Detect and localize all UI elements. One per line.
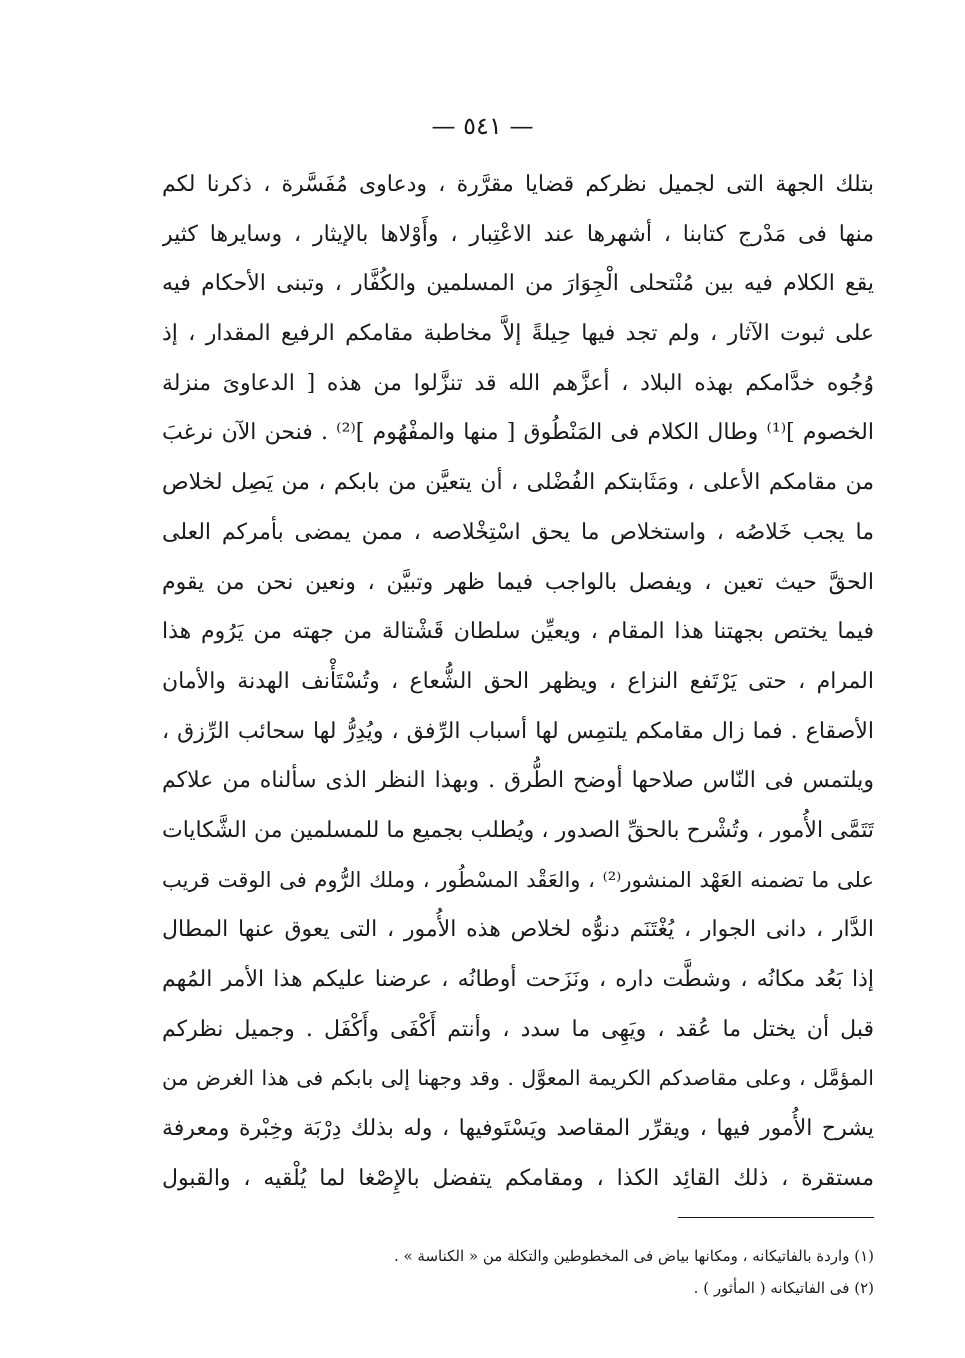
footnote-2: (٢) فى الفاتيكانه ( المأثور ) . [693,1279,874,1297]
footnote-divider [678,1217,874,1218]
text-line: الحقَّ حيث تعين ، ويفصل بالواجب فيما ظهر وتبيَّن ، ونعين نحن من يقوم [162,569,874,595]
text-line: فيما يختص بجهتنا هذا المقام ، ويعيِّن سلطان قَشْتالة من جهته من يَرُوم هذا [162,619,874,645]
text-line: ما يجب خَلاصُه ، واستخلاص ما يحق اسْتِخْلاصه ، ممن يمضى بأمركم العلى [162,519,874,545]
text-line: تَتَمَّى الأُمور ، وتُشْرح بالحقِّ الصدور ، ويُطلب بجميع ما للمسلمين من الشَّكايات [162,817,874,843]
text-line: الأصقاع . فما زال مقامكم يلتمِس لها أسباب الرِّفق ، ويُدِرُّ لها سحائب الرِّزق ، [162,718,874,744]
text-line: منها فى مَدْرج كتابنا ، أشهرها عند الاعْتِبار ، وأَوْلاها بالإيثار ، وسايرها كثير [162,221,874,247]
footnote-1: (١) واردة بالفاتيكانه ، ومكانها بياض فى المخطوطين والتكلة من « الكناسة » . [393,1247,874,1265]
text-line: على ما تضمنه العَهْد المنشور⁽²⁾ ، والعَقْد المسْطُور ، وملك الرُّوم فى الوقت قريب [162,867,874,892]
text-line: الخصوم ]⁽¹⁾ وطال الكلام فى المَنْطُوق [ منها والمفْهُوم ]⁽²⁾ . فنحن الآن نرغبَ [162,420,874,446]
text-line: ويلتمس فى النّاس صلاحها أوضح الطُّرق . وبهذا النظر الذى سألناه من علاكم [162,768,874,794]
main-text-block [162,160,874,1203]
text-line: يقع الكلام فيه بين مُنْتحلى الْجِوَارَ من المسلمين والكُفَّار ، وتبنى الأحكام فيه [162,271,874,297]
text-line: المؤمَّل ، وعلى مقاصدكم الكريمة المعوَّل . وقد وجهنا إلى بابكم فى هذا الغرض من [162,1066,874,1091]
text-line: مستقرة ، ذلك القائِد الكذا ، ومقامكم يتفضل بالإِصْغا لما يُلْقيه ، والقبول [162,1165,874,1191]
text-line: الدَّار ، دانى الجوار ، يُغْتَنَم دنوُّه لخلاص هذه الأُمور ، التى يعوق عنها المطال [162,917,874,943]
text-line: من مقامكم الأعلى ، ومَثَابتكم الفُضْلى ، أن يتعيَّن من بابكم ، من يَصِل لخلاص [162,470,874,496]
text-line: المرام ، حتى يَرْتَفع النزاع ، ويظهر الحق الشُّعاع ، وتُسْتَأْنف الهدنة والأمان [162,668,874,694]
text-line: على ثبوت الآثار ، ولم تجد فيها حِيلةً إلاَّ مخاطبة مقامكم الرفيع المقدار ، إذ [162,321,874,347]
text-line: إذا بَعُد مكانُه ، وشطَّت داره ، ونَزَحت أوطانُه ، عرضنا عليكم هذا الأمر المُهم [162,967,874,992]
text-line: قبل أن يختل ما عُقد ، ويَهِى ما سدد ، وأنتم أَكْفَى وأَكْفَل . وجميل نظركم [162,1016,874,1042]
page-number: — ٥٤١ — [431,112,534,140]
text-line: بتلك الجهة التى لجميل نظركم قضايا مقرَّرة ، ودعاوى مُفَسَّرة ، ذكرنا لكم [162,172,874,197]
text-line: يشرح الأُمور فيها ، ويقرِّر المقاصد ويَسْتَوفيها ، وله بذلك دِرْبَة وخِبْرة ومعرفة [162,1116,874,1142]
footnotes [380,1240,874,1304]
text-line: وُجُوه خدَّامكم بهذه البلاد ، أعزَّهم الله قد تنزَّلوا من هذه [ الدعاوىَ منزلة [162,370,874,396]
